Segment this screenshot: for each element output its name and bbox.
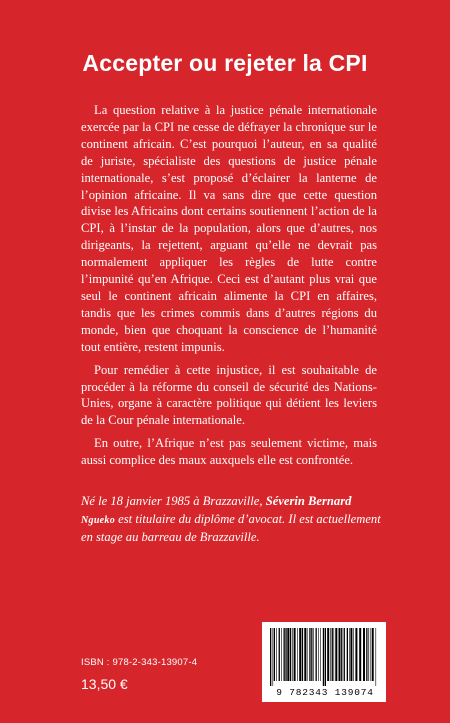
barcode-bar — [376, 628, 377, 686]
book-title: Accepter ou rejeter la CPI — [82, 50, 368, 76]
barcode-bar — [347, 628, 348, 681]
barcode-bar — [334, 628, 335, 681]
barcode-bar — [363, 628, 365, 681]
barcode-bar — [330, 628, 331, 681]
barcode-bar — [359, 628, 361, 681]
bio-intro: Né le 18 janvier 1985 à Brazzaville, — [81, 494, 266, 508]
barcode-bar — [284, 628, 285, 681]
barcode-bar — [366, 628, 367, 681]
barcode-bar — [349, 628, 350, 681]
barcode-bar — [341, 628, 342, 681]
isbn: ISBN : 978-2-343-13907-4 — [81, 657, 198, 668]
barcode-bar — [281, 628, 282, 681]
barcode-bar — [327, 628, 329, 681]
barcode-bar — [287, 628, 289, 681]
barcode-bar — [292, 628, 293, 681]
bio-rest: est titulaire du diplôme d’avocat. Il est actuellement en stage au barreau de Brazzaville. — [81, 511, 381, 544]
price: 13,50 € — [81, 676, 128, 692]
barcode-bar — [335, 628, 337, 681]
barcode-bar — [350, 628, 352, 681]
barcode-bar — [368, 628, 369, 681]
summary-text — [81, 102, 377, 475]
barcode-bar — [276, 628, 277, 681]
barcode-bar — [339, 628, 341, 681]
barcode-bar — [316, 628, 317, 681]
barcode-bar — [307, 628, 308, 681]
summary-paragraph-3: En outre, l’Afrique n’est pas seulement victime, mais aussi complice des maux auxquels elle est confrontée. — [81, 436, 377, 468]
barcode-bar — [344, 628, 345, 681]
barcode-bar — [273, 628, 274, 686]
barcode-bar — [285, 628, 286, 681]
barcode-bar — [313, 628, 314, 681]
barcode-bar — [274, 628, 275, 681]
barcode-bar — [299, 628, 301, 681]
barcode-bar — [309, 628, 310, 681]
barcode-bar — [270, 628, 271, 686]
barcode-bar — [325, 628, 326, 686]
barcode-bar — [279, 628, 280, 681]
barcode — [262, 622, 386, 702]
barcode-bar — [294, 628, 296, 681]
barcode-bar — [304, 628, 306, 681]
author-last-name: Ngueko — [81, 514, 116, 526]
barcode-bar — [311, 628, 312, 681]
summary-paragraph-1: La question relative à la justice pénale internationale exercée par la CPI ne cesse de défrayer la chronique sur le continent africain. C’est pourquoi l’auteur, en sa qualité de juriste, spécialiste des questions de justice pénale internationale, s’est proposé d’éclairer la lanterne de l’opinion africaine. Il va sans dire que cette question divise les Africains dont certains soutiennent l’action de la CPI, à l’instar de la population, alors que d’autres, nos dirigeants, la rejettent, arguant qu’elle ne devrait pas normalement appliquer les règles de lutte contre l’impunité qu’en Afrique. Ceci est d’autant plus vrai que seul le continent africain alimente la CPI en affaires, tandis que les crimes commis dans d’autres régions du monde, bien que choquant la conscience de l’humanité tout entière, restent impunis. — [81, 103, 377, 354]
barcode-bar — [370, 628, 371, 681]
barcode-bar — [302, 628, 303, 681]
barcode-bar — [332, 628, 333, 681]
barcode-bar — [297, 628, 298, 681]
barcode-bar — [320, 628, 321, 681]
barcode-bar — [355, 628, 357, 681]
barcode-bar — [372, 628, 374, 681]
barcode-bar — [353, 628, 354, 681]
author-first-name: Séverin Bernard — [265, 494, 352, 508]
barcode-bar — [323, 628, 324, 686]
author-bio — [81, 493, 381, 547]
barcode-bar — [318, 628, 319, 681]
barcode-number: 9 782343 139074 — [276, 687, 374, 698]
barcode-bar — [290, 628, 291, 681]
barcode-bars-icon — [270, 628, 378, 686]
summary-paragraph-2: Pour remédier à cette injustice, il est souhaitable de procéder à la réforme du conseil de sécurité des Nations-Unies, organe à caractère politique qui détient les leviers de la Cour pénale internationale. — [81, 362, 377, 428]
